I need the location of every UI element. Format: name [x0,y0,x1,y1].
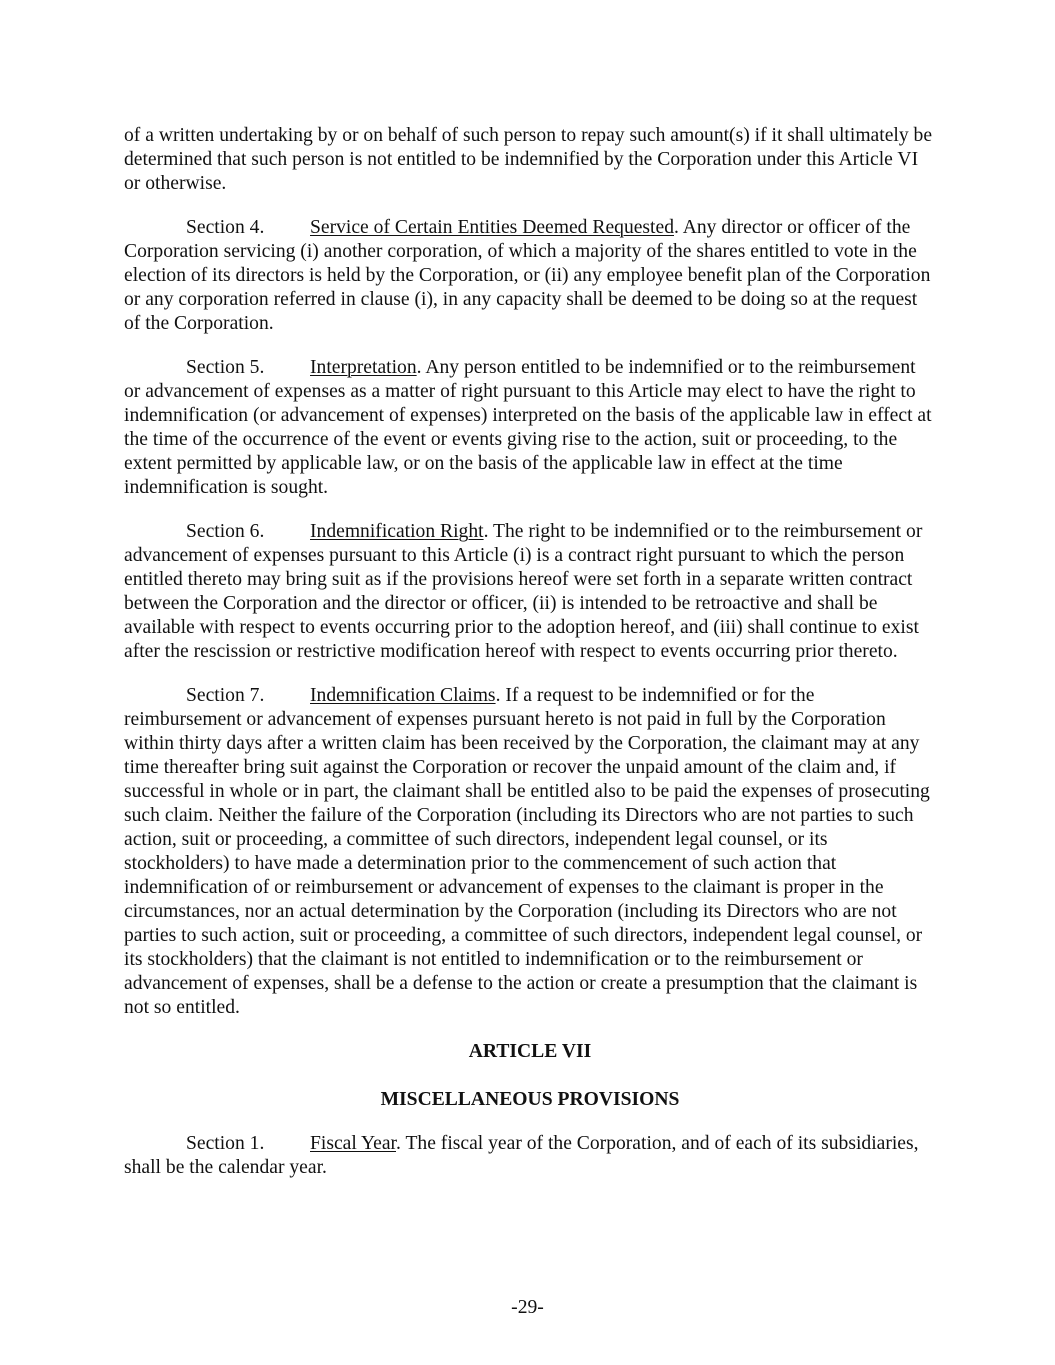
section-body: . The fiscal year of the Corporation, and of each of its subsidiaries, shall be the calendar year. [124,1133,919,1178]
article-heading: ARTICLE VII [468,1041,592,1062]
section-title: Fiscal Year [310,1133,396,1154]
section-6-paragraph [124,520,936,664]
section-number: Section 6. [186,521,265,542]
section-body: . The right to be indemnified or to the reimbursement or advancement of expenses pursuant to this Article (i) is a contract right pursuant to which the person entitled thereto may bring suit as if the provisions hereof were set forth in a separate written contract between the Corporation and the director or officer, (ii) is intended to be retroactive and shall be available with respect to events occurring prior to the adoption hereof, and (iii) shall continue to exist after the rescission or restrictive modification hereof with respect to events occurring prior thereto. [124,521,923,662]
article-title: MISCELLANEOUS PROVISIONS [380,1089,680,1110]
section-title: Indemnification Right [310,521,484,542]
section-body: . Any person entitled to be indemnified or to the reimbursement or advancement of expenses as a matter of right pursuant to this Article may elect to have the right to indemnification (or advancement of expenses) interpreted on the basis of the applicable law in effect at the time of the occurrence of the event or events giving rise to the action, suit or proceeding, to the extent permitted by applicable law, or on the basis of the applicable law in effect at the time indemnification is sought. [124,357,932,498]
section-5-paragraph [124,356,936,500]
page-number: -29- [511,1297,544,1318]
article-vii-section-1-paragraph [124,1132,936,1180]
section-7-paragraph [124,684,936,1020]
section-number: Section 4. [186,217,265,238]
section-body: . If a request to be indemnified or for the reimbursement or advancement of expenses pursuant hereto is not paid in full by the Corporation within thirty days after a written claim has been received by the Corporation, the claimant may at any time thereafter bring suit against the Corporation or recover the unpaid amount of the claim and, if successful in whole or in part, the claimant shall be entitled also to be paid the expenses of prosecuting such claim. Neither the failure of the Corporation (including its Directors who are not parties to such action, suit or proceeding, a committee of such directors, independent legal counsel, or its stockholders) to have made a determination prior to the commencement of such action that indemnification of or reimbursement or advancement of expenses to the claimant is proper in the circumstances, nor an actual determination by the Corporation (including its Directors who are not parties to such action, suit or proceeding, a committee of such directors, independent legal counsel, or its stockholders) that the claimant is not entitled to indemnification or to the reimbursement or advancement of expenses, shall be a defense to the action or create a presumption that the claimant is not so entitled. [124,685,930,1018]
section-title: Indemnification Claims [310,685,496,706]
section-4-paragraph [124,216,936,336]
section-number: Section 5. [186,357,265,378]
section-title: Service of Certain Entities Deemed Requested [310,217,674,238]
section-title: Interpretation [310,357,417,378]
section-number: Section 1. [186,1133,265,1154]
document-page [124,124,936,1200]
intro-paragraph: of a written undertaking by or on behalf of such person to repay such amount(s) if it shall ultimately be determined that such person is not entitled to be indemnified by the Corporation under this Article VI or otherwise. [124,125,933,194]
section-body: . Any director or officer of the Corporation servicing (i) another corporation, of which a majority of the shares entitled to vote in the election of its directors is held by the Corporation, or (ii) any employee benefit plan of the Corporation or any corporation referred in clause (i), in any capacity shall be deemed to be doing so at the request of the Corporation. [124,217,931,334]
section-number: Section 7. [186,685,265,706]
